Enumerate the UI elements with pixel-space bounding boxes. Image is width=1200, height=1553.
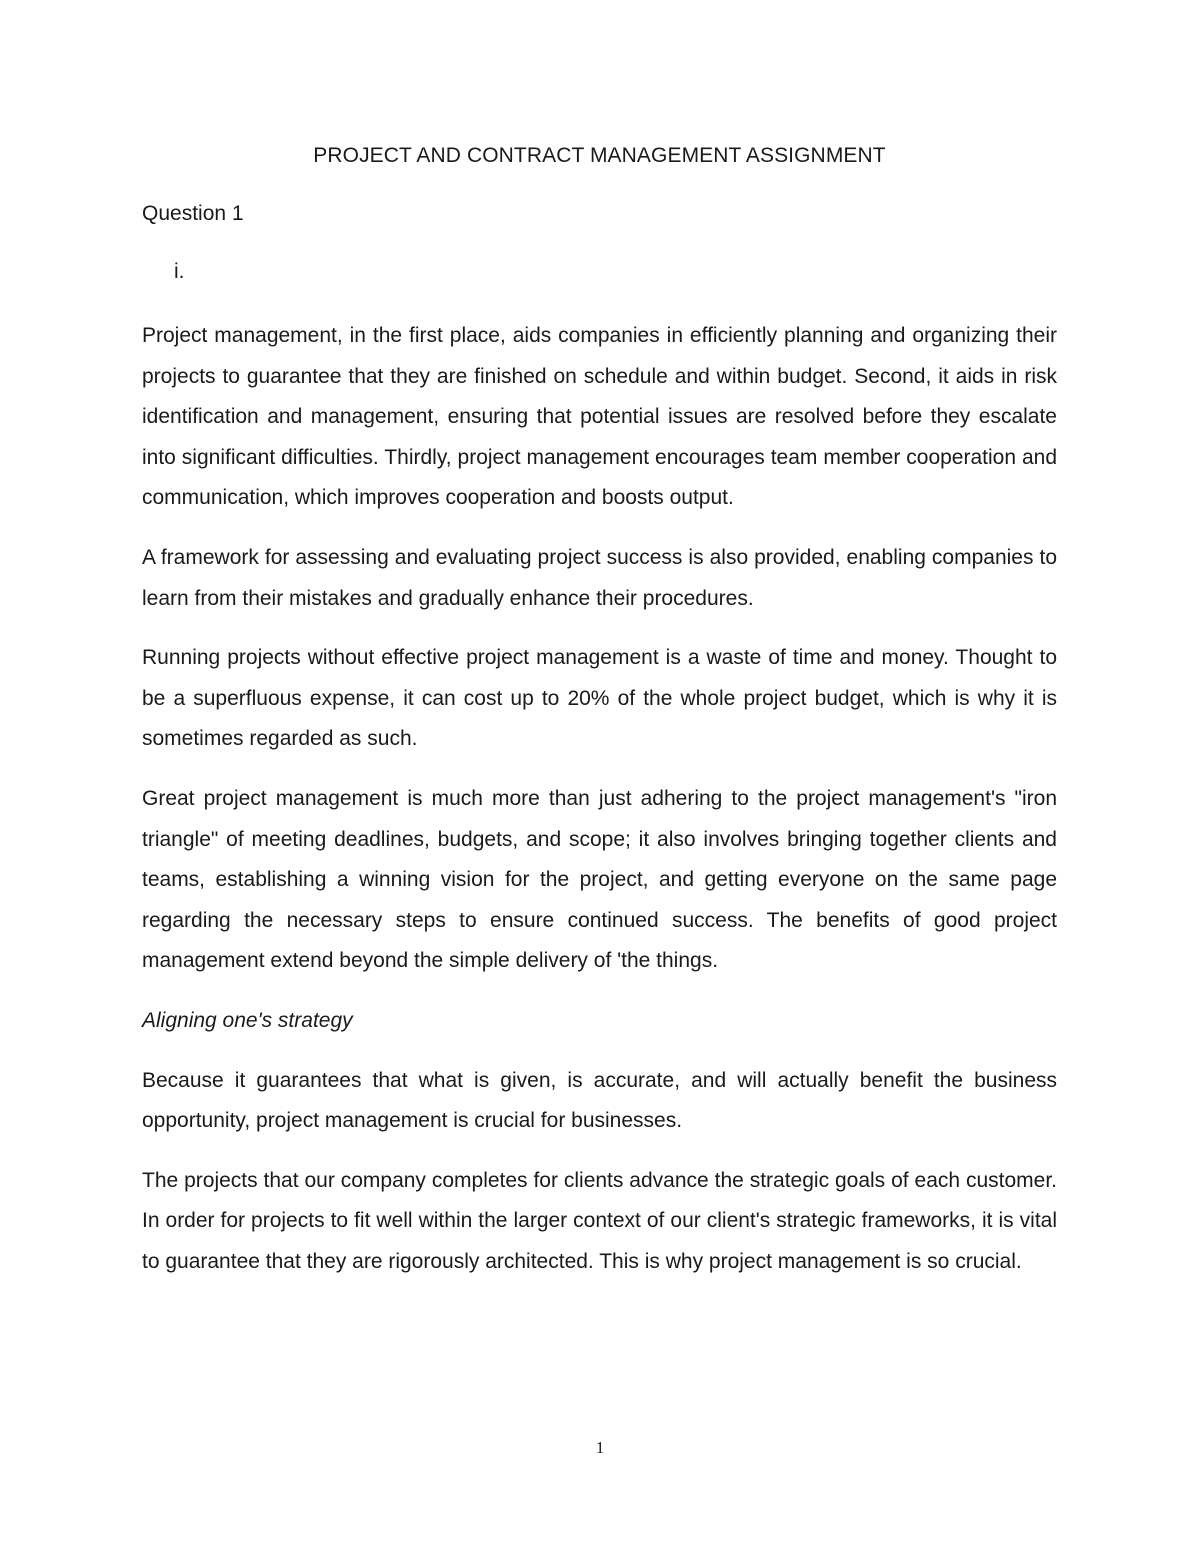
paragraph: The projects that our company completes for clients advance the strategic goals of each customer. In order for projects to fit well within the larger context of our client's strategic frameworks, it is vital to guarantee that they are rigorously architected. This is why project management is so crucial. — [142, 1168, 1057, 1273]
section-subheading: Aligning one's strategy — [142, 1008, 353, 1032]
paragraph: A framework for assessing and evaluating project success is also provided, enabling companies to learn from their mistakes and gradually enhance their procedures. — [142, 545, 1057, 610]
paragraph: Project management, in the first place, aids companies in efficiently planning and organizing their projects to guarantee that they are finished on schedule and within budget. Second, it aids in risk identification and management, ensuring that potential issues are resolved before they escalate into significant difficulties. Thirdly, project management encourages team member cooperation and communication, which improves cooperation and boosts output. — [142, 324, 1057, 510]
page-number: 1 — [595, 1438, 605, 1457]
document-title: PROJECT AND CONTRACT MANAGEMENT ASSIGNMENT — [313, 144, 886, 167]
paragraph: Because it guarantees that what is given, is accurate, and will actually benefit the business opportunity, project management is crucial for businesses. — [142, 1068, 1057, 1133]
question-label: Question 1 — [142, 202, 244, 225]
document-body — [142, 140, 1057, 1301]
paragraph: Running projects without effective project management is a waste of time and money. Thought to be a superfluous expense, it can cost up to 20% of the whole project budget, which is why it is sometimes regarded as such. — [142, 646, 1057, 751]
paragraph: Great project management is much more than just adhering to the project management's "iron triangle" of meeting deadlines, budgets, and scope; it also involves bringing together clients and teams, establishing a winning vision for the project, and getting everyone on the same page regarding the necessary steps to ensure continued success. The benefits of good project management extend beyond the simple delivery of 'the things. — [142, 786, 1057, 973]
list-numeral: i. — [174, 260, 185, 283]
